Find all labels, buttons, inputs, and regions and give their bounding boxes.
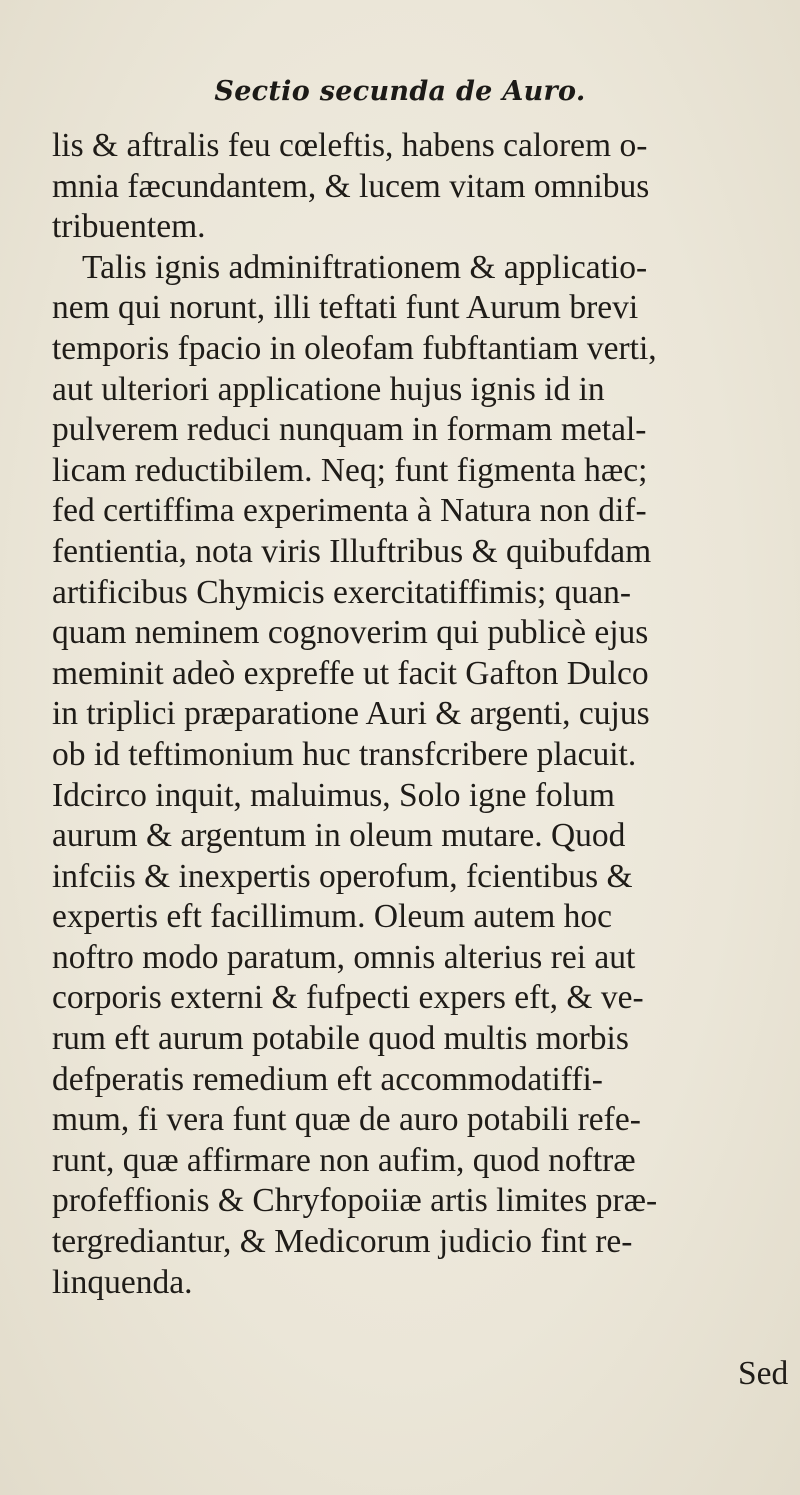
text-line: lis & aftralis feu cœleftis, habens calorem o-	[52, 127, 648, 164]
text-line: infciis & inexpertis operofum, fcientibus &	[52, 857, 633, 895]
text-line: aurum & argentum in oleum mutare. Quod	[52, 817, 626, 855]
text-line: profeffionis & Chryfopoiiæ artis limites præ-	[52, 1182, 658, 1220]
text-line: linquenda.	[52, 1263, 193, 1301]
text-line: Idcirco inquit, maluimus, Solo igne folum	[52, 776, 615, 814]
catchword: Sed	[738, 1355, 789, 1392]
text-line: rum eft aurum potabile quod multis morbis	[52, 1020, 629, 1058]
text-line: fentientia, nota viris Illuftribus & quibufdam	[52, 532, 652, 570]
text-line: expertis eft facillimum. Oleum autem hoc	[52, 898, 613, 936]
text-line: fed certiffima experimenta à Natura non dif-	[52, 492, 647, 530]
text-line: mum, fi vera funt quæ de auro potabili refe-	[52, 1101, 641, 1139]
text-line: aut ulteriori applicatione hujus ignis id in	[52, 370, 605, 408]
text-line: in triplici præparatione Auri & argenti, cujus	[52, 695, 650, 733]
text-line: pulverem reduci nunquam in formam metal-	[52, 411, 647, 449]
text-line: temporis fpacio in oleofam fubftantiam verti,	[52, 329, 657, 367]
text-line: corporis externi & fufpecti expers eft, & ve-	[52, 979, 644, 1017]
paragraph-start-line: Talis ignis adminiftrationem & applicatio-	[82, 248, 648, 286]
text-line: licam reductibilem. Neq; funt figmenta hæc;	[52, 451, 648, 489]
text-line: tergrediantur, & Medicorum judicio fint re-	[52, 1223, 633, 1261]
text-line: nem qui norunt, illi teftati funt Aurum brevi	[52, 289, 639, 327]
running-header: Sectio secunda de Auro.	[214, 76, 586, 107]
text-line: runt, quæ affirmare non aufim, quod noftræ	[52, 1141, 636, 1179]
text-line: meminit adeò expreffe ut facit Gafton Dulco	[52, 654, 649, 692]
text-line: defperatis remedium eft accommodatiffi-	[52, 1060, 603, 1098]
text-line: tribuentem.	[52, 208, 206, 246]
text-line: ob id teftimonium huc transfcribere placuit.	[52, 735, 637, 773]
body-text	[52, 126, 792, 1303]
text-line: mnia fæcundantem, & lucem vitam omnibus	[52, 167, 650, 205]
text-line: quam neminem cognoverim qui publicè ejus	[52, 614, 649, 652]
text-line: artificibus Chymicis exercitatiffimis; quan-	[52, 573, 631, 611]
text-line: noftro modo paratum, omnis alterius rei aut	[52, 938, 636, 976]
